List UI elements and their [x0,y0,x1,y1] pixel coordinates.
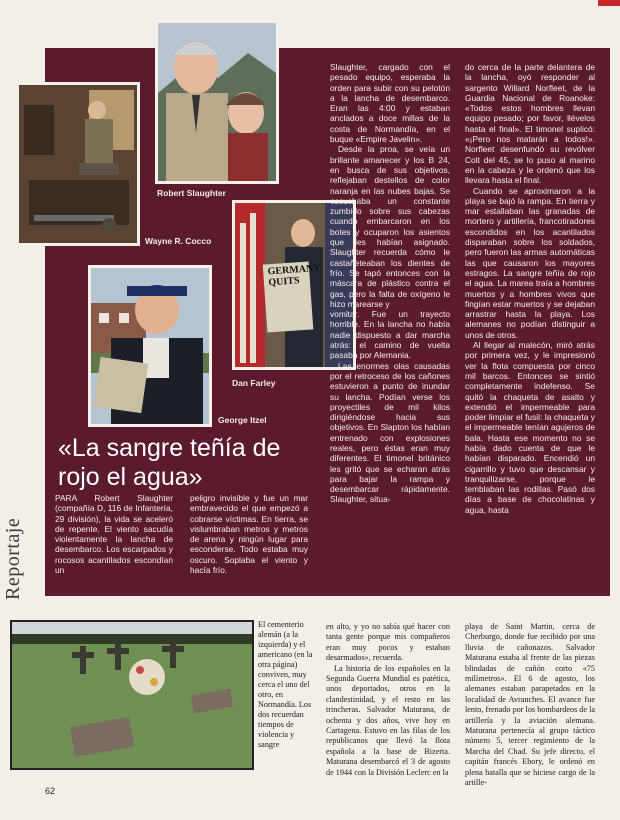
b1-paragraph: en alto, y yo no sabía qué hacer con tanta gente porque mis compañeros eran muy pocos y estaban desarmados», recuerda. [326,622,450,663]
intro-column-2 [190,493,308,575]
couple-portrait [158,23,276,181]
page-number: 62 [45,786,56,796]
intro-paragraph: PARA Robert Slaughter (compañía D, 116 de Infantería, 29 división), la vida se aceleró de repente. El viento sacudía violentamente la lancha de desembarco. Los escarpados y rocosos acantilados escondían un [55,493,173,576]
c4-paragraph-c: Al llegar al malecón, miró atrás por primera vez, y le impresionó ver la flota compuesta por cinco mil barcos. Entonces se sintió completamente indefenso. Se quitó la chaqueta de asalto y extendió el impermeable para poder limpiar el fusil: la chaqueta y el impermeable tenían agujeros de bala. Hasta ese momento no se había dado cuenta de que le habían disparado. Encendió un cigarrillo y tuvo que descansar y tranquilizarse, porque le temblaban las rodillas. Pasó dos días a base de chocolatinas y agua, hasta [465,340,595,515]
bottom-column-2 [465,622,595,789]
caption-george-itzel: George Itzel [218,415,267,425]
photo-german-cemetery [10,620,254,770]
intro-paragraph-2: peligro invisible y fue un mar embravecido el que empezó a cobrarse víctimas. En tierra, se vislumbraban metros y metros de arena y ningún lugar para esconderse. Todo estaba muy oscuro. Soplaba el viento y hacía frío. [190,493,308,576]
c4-paragraph-a: do cerca de la parte delantera de la lancha, oyó responder al sargento Willard Norfleet, de la Guardia Nacional de Roanoke: «Todos estos hombres llevan equipo pesado; por favor, llévelos hasta el final». El timonel suplicó: «¡Pero nos matarán a todos!». Norfleet desenfundó su revólver Colt del 45, se lo puso al marino en la cabeza y le ordenó que los llevara hasta el final. [465,62,595,186]
section-label: Reportaje [2,517,24,600]
germany-quits-headline: GERMANY QUITS [267,262,321,289]
veteran-with-cap [91,268,209,424]
caption-wayne-cocco: Wayne R. Cocco [145,236,212,246]
bottom-column-1 [326,622,450,778]
photo-robert-slaughter [155,20,279,184]
b2-paragraph: La historia de los españoles en la Segunda Guerra Mundial es patética, unos deportados, otros en la clandestinidad, y el resto en las trincheras. Salvador Maturana, de ochenta y dos años, vive hoy en Cartagena. Estuvo en las filas de los republicanos que llevó la flota española a la base de Bizerta. Maturana desembarcó el 3 de agosto de 1944 con la División Leclerc en la [326,663,450,777]
interior-illustration [19,85,137,243]
article-headline: «La sangre teñía de rojo el agua» [58,434,281,491]
c3-paragraph-b: Desde la proa, se veía un brillante amanecer y los B 24, en busca de sus objetivos, reflejaban destellos de color naranja en las nubes bajas. Se escuchaba un constante zumbido sobre sus cabezas cuando embarcaron en los botes y ocuparon los asientos que les habían asignado. Slaughter recuerda cómo le castañeteaban los dientes de frío. Se tapó entonces con la máscara de plástico contra el gas, pero la falta de oxígeno le hizo marearse y [330,144,450,309]
caption-dan-farley: Dan Farley [232,378,276,388]
photo-wayne-cocco [16,82,140,246]
c3-paragraph-d: Las enormes olas causadas por el retroceso de los cañones estuvieron a punto de inundar su lancha. Podían verse los proyectiles de mil kilos dirigiéndose hacia sus objetivos. En Slapton los habían entrenado con explosiones reales, pero éstas eran muy diferentes. El timonel británico les gritó que se echaran atrás para bajar la rampa y desembarcar rápidamente. Slaughter, situa- [330,360,450,505]
body-column-3 [330,62,450,505]
c4-paragraph-b: Cuando se aproximaron a la playa se bajó la rampa. En tierra y mar estallaban las granadas de mortero y artillería, francotiradores escondidos en los acantilados disparaban sobre los soldados, pero fueron las armas automáticas las que causaron los mayores estragos. La sangre teñía de rojo el agua. La marea traía a hombres muertos y a hombres vivos que fingían estar muertos y se dejaban arrastrar hasta la playa. Los alemanes no podían distinguir a unos de otros. [465,185,595,340]
caption-robert-slaughter: Robert Slaughter [157,188,226,198]
intro-column-1 [55,493,173,575]
cemetery-caption: El cementerio alemán (a la izquierda) y el americano (en la otra página) conviven, muy cerca el uno del otro, en Normandía. Los dos recuerdan tiempos de violencia y sangre [258,620,313,749]
body-column-4 [465,62,595,515]
photo-george-itzel [88,265,212,427]
b3-paragraph: playa de Saint Martin, cerca de Cherburgo, donde fue recibido por una lluvia de cañonazos. Salvador Maturana estaba al frente de las piezas blindadas de cañón corto «75 milímetros». El 6 de agosto, los alemanes estaban parapetados en la localidad de Avranches. El avance fue lento, frenado por los bombardeos de la artillería y la aviación alemana. Maturana pertenecía al grupo táctico número 5, tercer regimiento de la Marcha del Chad. Su jefe directo, el capitán francés Ebory, le ordenó en plena batalla que se hiciese cargo de la artille- [465,622,595,788]
cemetery-illustration [12,622,252,768]
c3-paragraph-a: Slaughter, cargado con el pesado equipo, esperaba la orden para subir con su pelotón a la lancha de desembarco. Eran las 4:00 y estaban anclados a doce millas de la costa de Normandía, en el buque «Empire Javelin». [330,62,450,145]
corner-mark [598,0,620,6]
c3-paragraph-c: vomitar. Fue un trayecto horrible. En la lancha no había nadie dispuesto a dar marcha atrás: el camino de vuelta pasaba por Alemania. [330,309,450,361]
